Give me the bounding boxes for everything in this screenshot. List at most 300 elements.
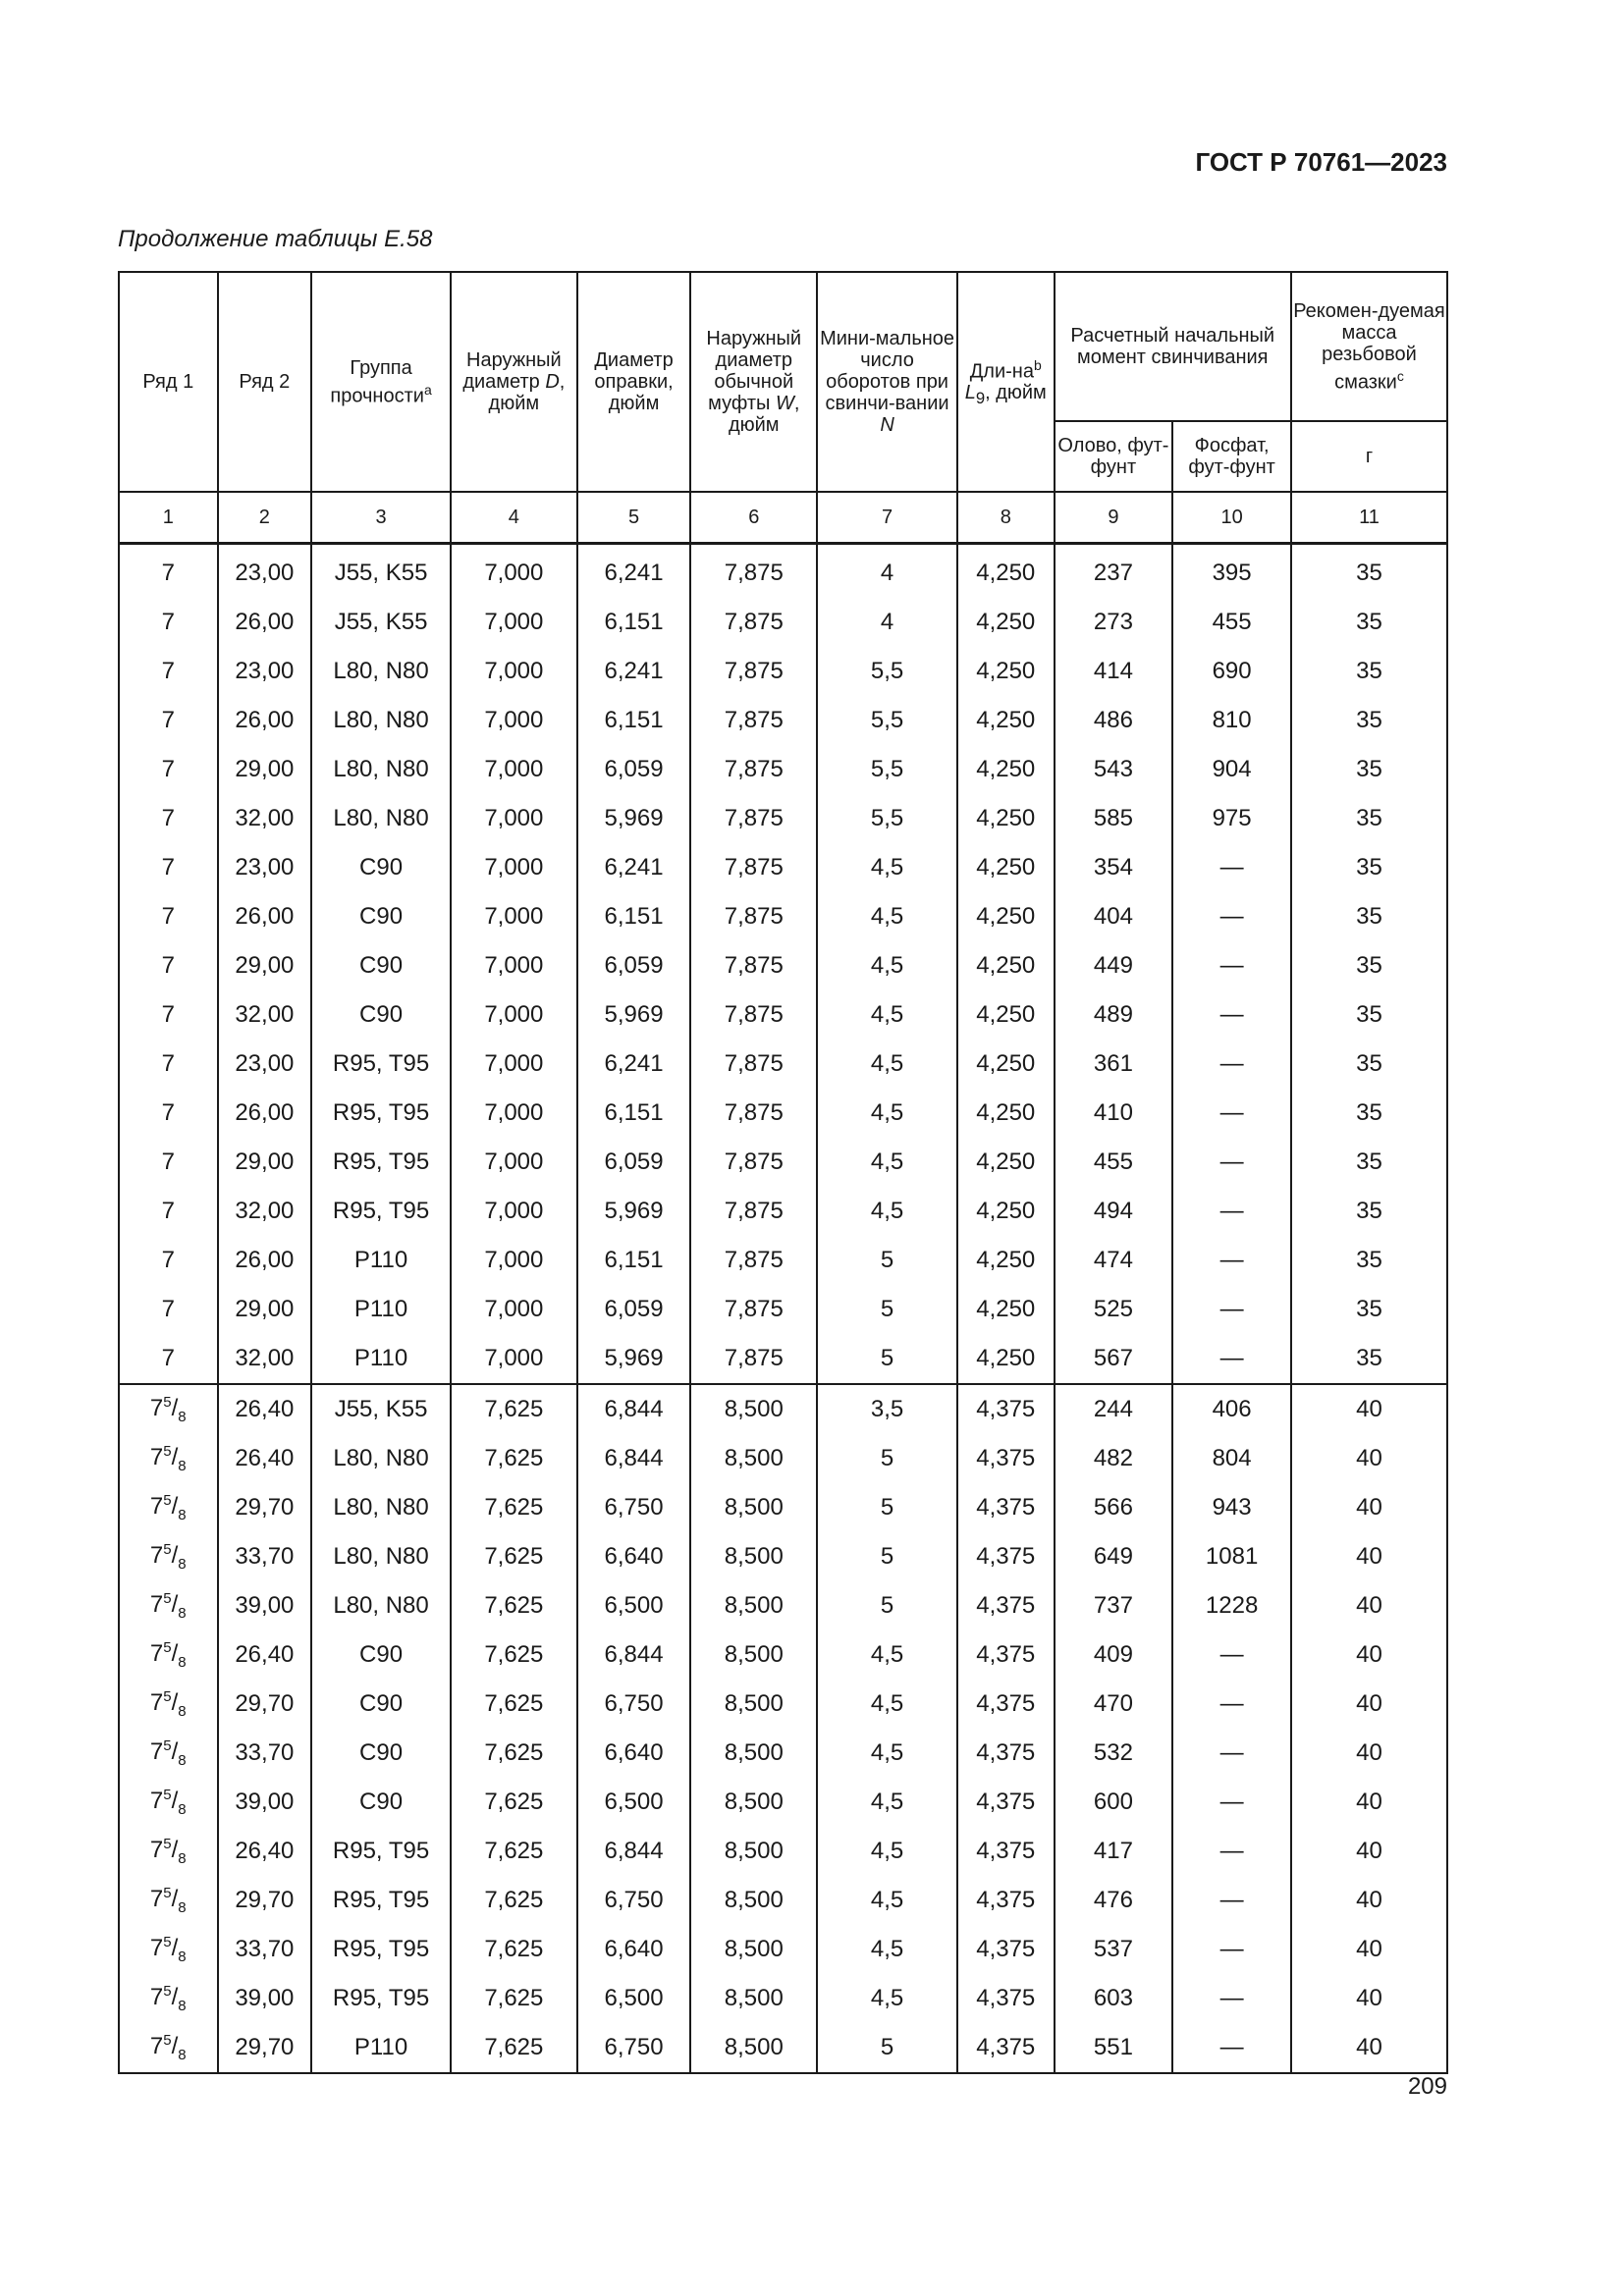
table-cell: 1228	[1172, 1581, 1291, 1630]
table-cell: 4,250	[957, 794, 1055, 843]
table-cell: 600	[1055, 1778, 1173, 1827]
table-cell: 7	[119, 794, 218, 843]
table-cell: 7	[119, 1236, 218, 1285]
table-cell: 7	[119, 598, 218, 647]
table-cell: 23,00	[218, 843, 312, 892]
table-cell: —	[1172, 1334, 1291, 1384]
table-cell: 489	[1055, 990, 1173, 1040]
table-cell: 7,875	[690, 647, 817, 696]
table-cell: 4,5	[817, 1876, 957, 1925]
table-cell: 8,500	[690, 1827, 817, 1876]
table-cell: 7	[119, 1187, 218, 1236]
table-row	[119, 1384, 1447, 1434]
table-cell: 4,375	[957, 1925, 1055, 1974]
table-cell: 35	[1291, 1187, 1447, 1236]
table-cell: 7,000	[451, 1089, 577, 1138]
table-cell: 29,00	[218, 1285, 312, 1334]
table-cell: 35	[1291, 696, 1447, 745]
table-cell: 4,5	[817, 1089, 957, 1138]
table-cell: 470	[1055, 1680, 1173, 1729]
table-cell: —	[1172, 2023, 1291, 2073]
table-cell: L80, N80	[311, 1483, 451, 1532]
table-cell	[119, 1630, 218, 1680]
table-cell: L80, N80	[311, 647, 451, 696]
table-cell: 7,875	[690, 1089, 817, 1138]
table-cell: 7,000	[451, 544, 577, 599]
table-cell: —	[1172, 1876, 1291, 1925]
table-cell: 23,00	[218, 544, 312, 599]
table-cell: 7,875	[690, 990, 817, 1040]
table-cell: 4,5	[817, 1187, 957, 1236]
table-cell: 29,00	[218, 745, 312, 794]
table-cell: 39,00	[218, 1581, 312, 1630]
table-cell: C90	[311, 892, 451, 941]
table-cell: 7,625	[451, 1925, 577, 1974]
table-cell: C90	[311, 1778, 451, 1827]
table-cell: 6,059	[577, 745, 691, 794]
table-cell: R95, T95	[311, 1925, 451, 1974]
mixed-fraction: $7^5/_8$	[149, 1541, 187, 1573]
table-cell: R95, T95	[311, 1187, 451, 1236]
table-cell: 5	[817, 1434, 957, 1483]
col-header-drift-diameter: Диаметр оправки, дюйм	[577, 272, 691, 492]
table-row	[119, 1532, 1447, 1581]
table-cell: 4,375	[957, 1680, 1055, 1729]
table-cell: 23,00	[218, 1040, 312, 1089]
table-cell: 29,70	[218, 1680, 312, 1729]
table-cell: L80, N80	[311, 1434, 451, 1483]
table-cell: 6,151	[577, 892, 691, 941]
table-cell: 417	[1055, 1827, 1173, 1876]
table-cell: 23,00	[218, 647, 312, 696]
table-cell: 455	[1172, 598, 1291, 647]
table-cell: R95, T95	[311, 1876, 451, 1925]
table-cell: 4,250	[957, 647, 1055, 696]
table-cell: 585	[1055, 794, 1173, 843]
table-cell: 39,00	[218, 1974, 312, 2023]
table-cell: 566	[1055, 1483, 1173, 1532]
table-cell: 5	[817, 2023, 957, 2073]
table-cell: 5,5	[817, 745, 957, 794]
table-cell: 35	[1291, 647, 1447, 696]
table-cell: 7,875	[690, 1138, 817, 1187]
table-cell: 8,500	[690, 1434, 817, 1483]
table-cell: 6,151	[577, 598, 691, 647]
column-number: 2	[218, 492, 312, 544]
table-cell: 35	[1291, 1138, 1447, 1187]
mixed-fraction: $7^5/_8$	[149, 1639, 187, 1671]
table-cell: 4,5	[817, 1138, 957, 1187]
table-cell: 4,250	[957, 1236, 1055, 1285]
table-cell: 4,250	[957, 1138, 1055, 1187]
table-cell: 40	[1291, 2023, 1447, 2073]
table-cell: L80, N80	[311, 1581, 451, 1630]
table-cell: 35	[1291, 1040, 1447, 1089]
table-cell: 4,250	[957, 1285, 1055, 1334]
table-cell: 4,375	[957, 1434, 1055, 1483]
table-cell: 7,625	[451, 1581, 577, 1630]
table-row	[119, 1434, 1447, 1483]
table-row	[119, 647, 1447, 696]
table-cell: 40	[1291, 1925, 1447, 1974]
table-cell: 40	[1291, 1434, 1447, 1483]
table-cell	[119, 1925, 218, 1974]
col-header-row2: Ряд 2	[218, 272, 312, 492]
table-cell: 532	[1055, 1729, 1173, 1778]
table-cell: 5,5	[817, 696, 957, 745]
table-cell: 4,250	[957, 990, 1055, 1040]
table-cell: 35	[1291, 941, 1447, 990]
table-cell: 40	[1291, 1532, 1447, 1581]
table-cell: 29,70	[218, 1483, 312, 1532]
table-cell: 6,844	[577, 1434, 691, 1483]
table-cell: 40	[1291, 1827, 1447, 1876]
column-number: 10	[1172, 492, 1291, 544]
table-cell: 8,500	[690, 1483, 817, 1532]
column-number: 6	[690, 492, 817, 544]
table-cell: 7	[119, 1089, 218, 1138]
table-cell: 29,70	[218, 1876, 312, 1925]
table-caption: Продолжение таблицы Е.58	[118, 226, 433, 252]
col-header-length: Дли-$на^b$ $L_9$, дюйм	[957, 272, 1055, 492]
table-cell: —	[1172, 1236, 1291, 1285]
table-cell: 4,250	[957, 598, 1055, 647]
table-cell: 6,151	[577, 696, 691, 745]
mixed-fraction: $7^5/_8$	[149, 1492, 187, 1523]
table-cell: 7,625	[451, 1384, 577, 1434]
table-row	[119, 598, 1447, 647]
table-row	[119, 1925, 1447, 1974]
table-cell: 4,250	[957, 843, 1055, 892]
table-cell: 551	[1055, 2023, 1173, 2073]
table-cell: 7	[119, 544, 218, 599]
mixed-fraction: $7^5/_8$	[149, 1885, 187, 1916]
table-cell: 7,625	[451, 1974, 577, 2023]
table-cell: L80, N80	[311, 794, 451, 843]
table-cell: 7	[119, 1334, 218, 1384]
table-cell: 26,40	[218, 1434, 312, 1483]
col-header-strength-group: Группа прочности$^a$	[311, 272, 451, 492]
table-cell: 4,5	[817, 892, 957, 941]
table-cell: —	[1172, 1680, 1291, 1729]
table-cell: 410	[1055, 1089, 1173, 1138]
table-cell: 8,500	[690, 1876, 817, 1925]
table-cell: 7,000	[451, 1138, 577, 1187]
table-cell	[119, 1483, 218, 1532]
column-number: 9	[1055, 492, 1173, 544]
table-cell: 7,875	[690, 745, 817, 794]
table-cell: 543	[1055, 745, 1173, 794]
column-number: 1	[119, 492, 218, 544]
table-cell: 7,625	[451, 1876, 577, 1925]
table-cell: 40	[1291, 1974, 1447, 2023]
table-row	[119, 1974, 1447, 2023]
table-cell: 494	[1055, 1187, 1173, 1236]
table-cell: 8,500	[690, 1532, 817, 1581]
table-row	[119, 745, 1447, 794]
table-cell: 361	[1055, 1040, 1173, 1089]
table-cell: —	[1172, 1040, 1291, 1089]
table-cell: 449	[1055, 941, 1173, 990]
table-cell: 7,875	[690, 696, 817, 745]
table-cell: 4,375	[957, 2023, 1055, 2073]
table-cell: 7,000	[451, 1187, 577, 1236]
table-cell: 690	[1172, 647, 1291, 696]
table-cell: P110	[311, 1334, 451, 1384]
table-cell: 26,00	[218, 1236, 312, 1285]
mixed-fraction: $7^5/_8$	[149, 1934, 187, 1965]
table-cell: 7,875	[690, 1040, 817, 1089]
table-cell: R95, T95	[311, 1040, 451, 1089]
table-cell: 4,250	[957, 1040, 1055, 1089]
table-cell: 7,875	[690, 598, 817, 647]
table-cell: 482	[1055, 1434, 1173, 1483]
table-cell: 4,250	[957, 1334, 1055, 1384]
table-cell: 7	[119, 1285, 218, 1334]
column-number: 5	[577, 492, 691, 544]
table-cell: 39,00	[218, 1778, 312, 1827]
table-cell: 40	[1291, 1876, 1447, 1925]
table-cell: 354	[1055, 843, 1173, 892]
table-cell: —	[1172, 892, 1291, 941]
table-cell: 455	[1055, 1138, 1173, 1187]
table-cell: 33,70	[218, 1532, 312, 1581]
table-cell: 5	[817, 1532, 957, 1581]
table-cell: 4	[817, 544, 957, 599]
table-cell: 4,375	[957, 1581, 1055, 1630]
mixed-fraction: $7^5/_8$	[149, 1737, 187, 1769]
table-cell: 5,969	[577, 1334, 691, 1384]
table-cell: 7	[119, 647, 218, 696]
table-cell: R95, T95	[311, 1138, 451, 1187]
table-cell: 40	[1291, 1630, 1447, 1680]
table-cell: 4,5	[817, 1827, 957, 1876]
table-cell: 404	[1055, 892, 1173, 941]
table-row	[119, 1334, 1447, 1384]
table-cell: J55, K55	[311, 598, 451, 647]
table-cell: 7	[119, 1138, 218, 1187]
table-cell: 35	[1291, 1089, 1447, 1138]
table-cell: 3,5	[817, 1384, 957, 1434]
table-cell: 603	[1055, 1974, 1173, 2023]
table-row	[119, 1040, 1447, 1089]
table-row	[119, 2023, 1447, 2073]
table-cell: 5,969	[577, 1187, 691, 1236]
col-header-row1: Ряд 1	[119, 272, 218, 492]
table-cell: 7,875	[690, 544, 817, 599]
table-cell: 537	[1055, 1925, 1173, 1974]
table-cell: 7,625	[451, 1729, 577, 1778]
table-cell: 6,640	[577, 1729, 691, 1778]
table-cell: 35	[1291, 1285, 1447, 1334]
table-cell: —	[1172, 1630, 1291, 1680]
table-body	[119, 544, 1447, 2074]
table-row	[119, 1187, 1447, 1236]
table-cell: 7,875	[690, 892, 817, 941]
table-cell: 6,241	[577, 1040, 691, 1089]
table-cell: 7	[119, 696, 218, 745]
table-cell: 26,00	[218, 696, 312, 745]
table-cell: P110	[311, 1236, 451, 1285]
table-cell: 7,625	[451, 1434, 577, 1483]
table-cell: 4,5	[817, 1680, 957, 1729]
table-cell: 7,875	[690, 941, 817, 990]
table-cell: 40	[1291, 1778, 1447, 1827]
table-cell: 4,5	[817, 990, 957, 1040]
table-cell: 4,375	[957, 1778, 1055, 1827]
table-cell: 40	[1291, 1680, 1447, 1729]
table-cell: 4,250	[957, 544, 1055, 599]
table-cell: 7,000	[451, 1236, 577, 1285]
table-cell: 6,151	[577, 1236, 691, 1285]
column-number: 7	[817, 492, 957, 544]
table-cell: 7,000	[451, 941, 577, 990]
table-cell: 737	[1055, 1581, 1173, 1630]
table-cell: 4,250	[957, 892, 1055, 941]
table-cell	[119, 1827, 218, 1876]
table-cell: R95, T95	[311, 1089, 451, 1138]
mixed-fraction: $7^5/_8$	[149, 1590, 187, 1622]
table-cell: 5	[817, 1334, 957, 1384]
table-cell: 4,375	[957, 1876, 1055, 1925]
table-cell: R95, T95	[311, 1974, 451, 2023]
table-cell: —	[1172, 1187, 1291, 1236]
table-row	[119, 794, 1447, 843]
table-cell: 26,40	[218, 1630, 312, 1680]
table-cell: 40	[1291, 1729, 1447, 1778]
table-cell: C90	[311, 941, 451, 990]
table-cell	[119, 1384, 218, 1434]
table-cell	[119, 1434, 218, 1483]
table-cell: 7,875	[690, 1187, 817, 1236]
column-number: 3	[311, 492, 451, 544]
table-cell: L80, N80	[311, 745, 451, 794]
table-cell: 6,500	[577, 1778, 691, 1827]
table-cell: 29,00	[218, 941, 312, 990]
table-cell: —	[1172, 1285, 1291, 1334]
table-row	[119, 1680, 1447, 1729]
table-cell	[119, 1581, 218, 1630]
table-cell: 7,000	[451, 1040, 577, 1089]
table-cell: 4,375	[957, 1974, 1055, 2023]
table-cell: 4,5	[817, 1040, 957, 1089]
table-cell: 5,5	[817, 647, 957, 696]
table-cell: 26,40	[218, 1827, 312, 1876]
table-cell: 6,750	[577, 2023, 691, 2073]
table-row	[119, 941, 1447, 990]
table-cell: 6,844	[577, 1827, 691, 1876]
table-cell: 4,375	[957, 1532, 1055, 1581]
table-cell: 32,00	[218, 990, 312, 1040]
table-cell: 409	[1055, 1630, 1173, 1680]
table-cell: 7,000	[451, 843, 577, 892]
table-cell: 7	[119, 1040, 218, 1089]
table-cell: 26,00	[218, 892, 312, 941]
table-cell: —	[1172, 990, 1291, 1040]
table-cell: 4,250	[957, 696, 1055, 745]
table-cell: 237	[1055, 544, 1173, 599]
table-cell: C90	[311, 990, 451, 1040]
col-header-makeup-torque: Расчетный начальный момент свинчивания	[1055, 272, 1291, 421]
table-cell: 567	[1055, 1334, 1173, 1384]
table-cell: 5,5	[817, 794, 957, 843]
table-cell: 8,500	[690, 1581, 817, 1630]
column-number: 11	[1291, 492, 1447, 544]
column-number: 8	[957, 492, 1055, 544]
table-cell: 29,70	[218, 2023, 312, 2073]
table-cell: 8,500	[690, 1384, 817, 1434]
col-header-outer-diameter: Наружный диаметр D, дюйм	[451, 272, 577, 492]
table-cell: 810	[1172, 696, 1291, 745]
table-cell: 649	[1055, 1532, 1173, 1581]
table-cell: P110	[311, 2023, 451, 2073]
table-cell: 6,844	[577, 1630, 691, 1680]
table-cell: 6,640	[577, 1925, 691, 1974]
table-cell: J55, K55	[311, 1384, 451, 1434]
table-cell: 35	[1291, 598, 1447, 647]
table-cell: 7,000	[451, 990, 577, 1040]
table-row	[119, 1876, 1447, 1925]
col-header-grease-unit: г	[1291, 421, 1447, 492]
table-row	[119, 843, 1447, 892]
table-cell: 7,875	[690, 1285, 817, 1334]
table-cell: —	[1172, 1138, 1291, 1187]
table-cell: 7	[119, 745, 218, 794]
table-cell: 6,844	[577, 1384, 691, 1434]
table-cell: 7,875	[690, 1334, 817, 1384]
table-cell: 7,625	[451, 1483, 577, 1532]
table-cell: 7,625	[451, 1827, 577, 1876]
col-header-tin: Олово, фут-фунт	[1055, 421, 1173, 492]
table-cell: 7	[119, 941, 218, 990]
table-cell: 414	[1055, 647, 1173, 696]
table-cell: 5	[817, 1285, 957, 1334]
table-row	[119, 1138, 1447, 1187]
table-cell: 7	[119, 843, 218, 892]
table-cell: 7,625	[451, 1532, 577, 1581]
table-cell: —	[1172, 1974, 1291, 2023]
table-cell: —	[1172, 843, 1291, 892]
table-cell: —	[1172, 1778, 1291, 1827]
table-cell: 4,5	[817, 1778, 957, 1827]
table-cell: 40	[1291, 1384, 1447, 1434]
table-cell: 406	[1172, 1384, 1291, 1434]
table-cell: 4,250	[957, 745, 1055, 794]
page-number: 209	[1407, 2073, 1447, 2100]
table-cell: 4,5	[817, 941, 957, 990]
table-row	[119, 696, 1447, 745]
table-cell: 4,5	[817, 843, 957, 892]
table-cell: 4,250	[957, 1089, 1055, 1138]
table-cell: 6,059	[577, 941, 691, 990]
table-cell: 6,750	[577, 1483, 691, 1532]
table-cell: 6,151	[577, 1089, 691, 1138]
table-cell: 6,500	[577, 1974, 691, 2023]
table-cell: 7,000	[451, 696, 577, 745]
table-cell: 395	[1172, 544, 1291, 599]
table-cell: 35	[1291, 745, 1447, 794]
table-cell: C90	[311, 1729, 451, 1778]
table-cell: 4	[817, 598, 957, 647]
table-cell: 4,375	[957, 1384, 1055, 1434]
table-cell: 32,00	[218, 1187, 312, 1236]
table-cell: 943	[1172, 1483, 1291, 1532]
table-row	[119, 1089, 1447, 1138]
table-cell: 6,750	[577, 1876, 691, 1925]
mixed-fraction: $7^5/_8$	[149, 1983, 187, 2014]
table-cell	[119, 1974, 218, 2023]
table-cell: 7	[119, 892, 218, 941]
